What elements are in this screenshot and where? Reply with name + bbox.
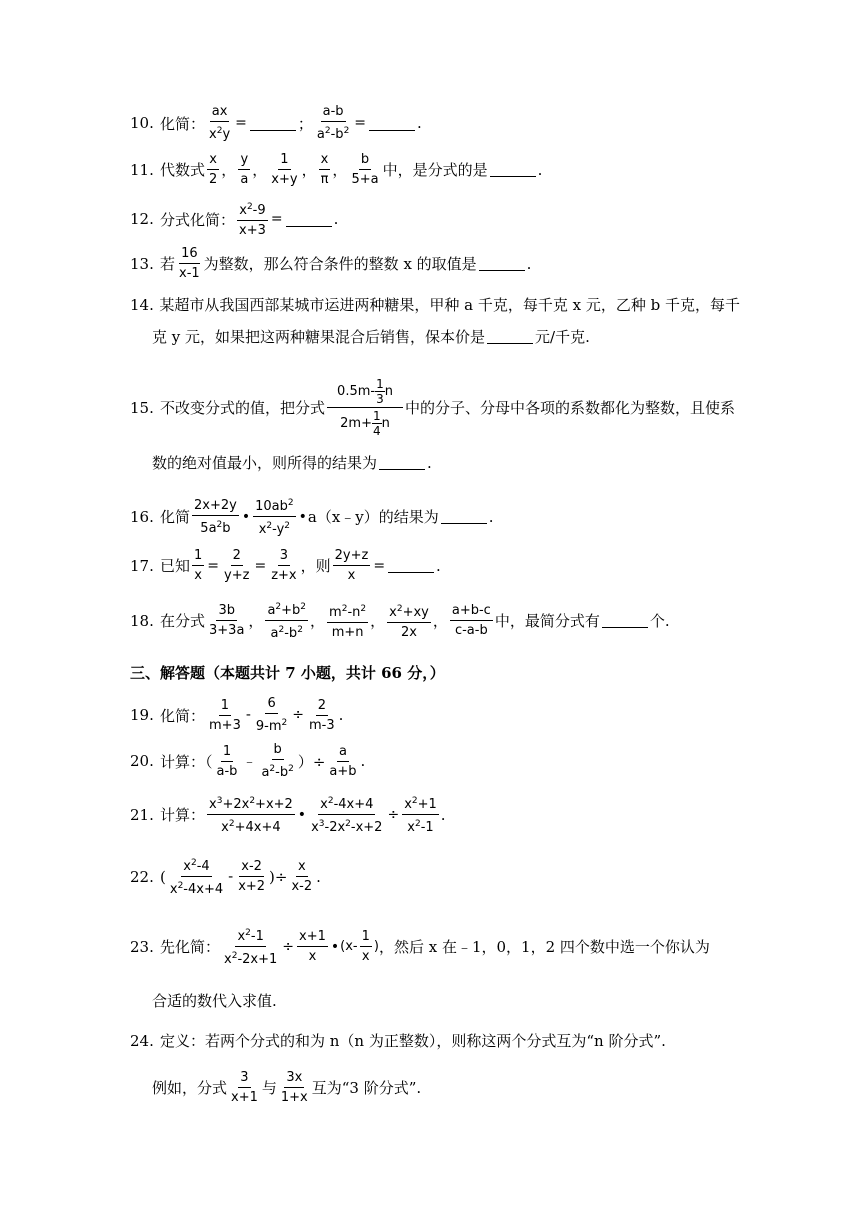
- question-text: 互为“3 阶分式”.: [311, 1079, 422, 1097]
- denominator: $a^2-b^2$: [261, 764, 294, 780]
- question-number: 23.: [130, 937, 154, 956]
- numerator: $x^2-4$: [181, 856, 211, 877]
- question-number: 18.: [130, 611, 154, 630]
- fraction: [327, 378, 403, 437]
- question-23: 23. 先化简： $\frac{x^2-1}{x^2-2x+1}$ ÷ $\frac{x+1}{x}$ • (x- $\frac{1}{x}$ ) ，然后 x 在﹣1，0，1，2 四个数中选一个你认为: [130, 928, 710, 967]
- fraction: [229, 1070, 260, 1105]
- answer-blank[interactable]: [441, 509, 487, 524]
- question-text: 例如，分式: [152, 1079, 228, 1097]
- question-text: ）÷: [297, 752, 326, 771]
- fraction: [269, 548, 298, 583]
- answer-blank[interactable]: [379, 455, 425, 470]
- denominator: x: [347, 568, 356, 583]
- numerator: b: [359, 152, 371, 170]
- denominator: $5a^2b$: [200, 519, 231, 536]
- question-number: 17.: [130, 556, 154, 575]
- numerator: 3b: [216, 603, 237, 621]
- denominator: x-2: [291, 879, 313, 894]
- question-number: 21.: [130, 805, 154, 824]
- numerator: a-b: [321, 104, 346, 122]
- numerator: $x^2+1$: [402, 794, 439, 815]
- term: (x-: [340, 939, 358, 954]
- denominator: y+z: [224, 568, 250, 583]
- numerator: $x^2-4x+4$: [318, 794, 375, 815]
- numerator: b: [272, 742, 284, 760]
- question-text: 某超市从我国西部某城市运进两种糖果，甲种 a 千克，每千克 x 元，乙种 b 千克，每千: [159, 296, 740, 314]
- denominator: 5+a: [351, 172, 379, 187]
- numerator: ax: [210, 104, 230, 122]
- denominator: 3: [376, 392, 384, 406]
- fraction: [253, 496, 296, 537]
- denominator: 2: [209, 172, 218, 187]
- fraction: [207, 603, 246, 638]
- fraction: [333, 548, 371, 583]
- question-text: 已知: [160, 557, 191, 575]
- numerator: 1: [219, 698, 231, 716]
- answer-blank[interactable]: [369, 116, 415, 131]
- term: 9-m: [255, 719, 282, 734]
- term: 2m+: [340, 416, 372, 431]
- term: 0.5m-: [337, 384, 376, 399]
- punct: .: [427, 453, 432, 472]
- punct: .: [440, 805, 446, 824]
- fraction: [207, 698, 243, 733]
- fraction: [450, 603, 493, 638]
- question-number: 12.: [130, 210, 154, 228]
- term: y: [222, 127, 231, 142]
- fraction: [207, 152, 219, 187]
- fraction: [269, 152, 299, 187]
- punct: .: [537, 160, 543, 179]
- punct: 个.: [649, 612, 670, 630]
- question-24: [130, 1030, 740, 1051]
- question-15-line2: [152, 452, 740, 473]
- punct: .: [333, 210, 339, 228]
- numerator: x: [296, 859, 308, 877]
- question-text: 计算：: [160, 806, 206, 824]
- fraction: [215, 744, 240, 779]
- numerator: $x^2-1$: [235, 926, 265, 947]
- fraction: [237, 200, 268, 238]
- question-number: 13.: [130, 254, 154, 273]
- punct: .: [316, 867, 321, 886]
- question-text: 与: [261, 1079, 277, 1097]
- numerator: y: [238, 152, 250, 170]
- denominator: x+3: [239, 223, 266, 238]
- fraction: [387, 602, 431, 640]
- fraction: [236, 859, 267, 894]
- fraction: [319, 152, 331, 187]
- denominator: π: [320, 172, 329, 187]
- fraction: [289, 859, 314, 894]
- fraction: [265, 600, 308, 641]
- term: -b: [330, 127, 344, 142]
- numerator: 1: [221, 744, 233, 762]
- denominator: x+2: [238, 879, 266, 894]
- question-text: 分式化简：: [160, 210, 236, 229]
- denominator: x: [361, 949, 370, 964]
- punct: .: [338, 706, 344, 724]
- question-text: 定义：若两个分式的和为 n（n 为正整数），则称这两个分式互为“n 阶分式”.: [160, 1032, 666, 1050]
- numerator: x+1: [297, 929, 328, 947]
- denominator: [327, 408, 403, 437]
- separator: ；: [297, 114, 313, 133]
- answer-blank[interactable]: [479, 256, 525, 271]
- denominator: a+b: [329, 763, 357, 779]
- question-text: ，然后 x 在﹣1，0，1，2 四个数中选一个你认为: [378, 938, 710, 956]
- denominator: $9-m^2$: [255, 718, 288, 734]
- answer-blank[interactable]: [602, 613, 648, 628]
- punct: .: [436, 556, 441, 575]
- fraction: [360, 929, 372, 964]
- punct: .: [417, 114, 422, 132]
- question-19: 19. 化简： $\frac{1}{m+3}$ - $\frac{6}{9-m^2}$ ÷ $\frac{2}{m-3}$ .: [130, 696, 344, 734]
- term: x: [209, 127, 217, 142]
- fraction: [327, 744, 358, 779]
- question-number: 20.: [130, 752, 154, 770]
- numerator: 1: [372, 409, 381, 423]
- question-14: [130, 294, 740, 315]
- denominator: x-1: [179, 266, 200, 281]
- question-number: 22.: [130, 867, 154, 886]
- denominator: $x^3-2x^2-x+2$: [311, 819, 383, 835]
- fraction: [168, 856, 225, 897]
- numerator: $x^3+2x^2+x+2$: [207, 794, 295, 815]
- denominator: z+x: [271, 568, 297, 583]
- fraction: [327, 602, 368, 640]
- denominator: x: [194, 568, 202, 583]
- fraction: [254, 696, 289, 734]
- question-10: 10. 化简： $\frac{ax}{x^2y}$ = ； $\frac{a-b}{a^2-b^2}$ = .: [130, 104, 422, 142]
- answer-blank[interactable]: [388, 558, 434, 573]
- denominator: $a^2-b^2$: [316, 126, 350, 142]
- numerator: $m^2-n^2$: [327, 602, 368, 623]
- denominator: m-3: [309, 717, 335, 733]
- question-16: 16. 化简 $\frac{2x+2y}{5a^2b}$ • $\frac{10ab^2}{x^2-y^2}$ • a（x﹣y）的结果为 .: [130, 497, 494, 537]
- question-text: 克 y 元，如果把这两种糖果混合后销售，保本价是: [152, 328, 486, 346]
- question-12: 12. 分式化简： $\frac{x^2-9}{x+3}$ = .: [130, 202, 339, 238]
- term: a: [316, 127, 325, 142]
- numerator: x: [207, 152, 219, 170]
- denominator: $x^2-4x+4$: [169, 881, 224, 897]
- fraction: [279, 1070, 310, 1105]
- question-11: 11. 代数式 $\frac{x}{2}$ ， $\frac{y}{a}$ ， $\frac{1}{x+y}$ ， $\frac{x}{\pi}$ ， $\frac{b}{5+a}$ 中，是分式的是 .: [130, 152, 543, 187]
- fraction: [402, 794, 439, 835]
- denominator: $x^2y$: [209, 126, 231, 142]
- question-18: 18. 在分式 $\frac{3b}{3+3a}$ ， $\frac{a^2+b^2}{a^2-b^2}$ ， $\frac{m^2-n^2}{m+n}$ ， $\frac{x^2+xy}{2x}$ ， $\frac{a+b-c}{c-a-b}$ 中，最简分式有 个.: [130, 602, 670, 641]
- numerator: 3: [238, 1070, 250, 1088]
- question-20: 20. 计算：（ $\frac{1}{a-b}$ ﹣ $\frac{b}{a^2-b^2}$ ）÷ $\frac{a}{a+b}$ .: [130, 742, 366, 780]
- numerator: 2y+z: [333, 548, 371, 566]
- denominator: $x^2+4x+4$: [221, 819, 281, 835]
- numerator: 2: [316, 698, 328, 716]
- denominator: $x^2-1$: [407, 819, 434, 835]
- question-22: 22. ( $\frac{x^2-4}{x^2-4x+4}$ - $\frac{x-2}{x+2}$ )÷ $\frac{x}{x-2}$ .: [130, 858, 321, 897]
- punct: .: [360, 752, 366, 770]
- question-text: 不改变分式的值，把分式: [160, 399, 326, 417]
- denominator: m+3: [209, 717, 241, 733]
- question-23-line2: [152, 990, 740, 1011]
- fraction: [238, 152, 250, 187]
- question-text: 先化简：: [160, 938, 221, 956]
- fraction: [192, 498, 239, 536]
- question-text: 中的分子、分母中各项的系数都化为整数，且使系: [405, 399, 736, 417]
- question-text: 计算：（: [160, 752, 213, 771]
- question-text: 数的绝对值最小，则所得的结果为: [152, 454, 378, 472]
- question-number: 24.: [130, 1031, 154, 1050]
- answer-blank[interactable]: [286, 212, 332, 227]
- denominator: $a^2-b^2$: [270, 625, 303, 641]
- denominator: 1+x: [280, 1090, 308, 1105]
- question-17: 17. 已知 $\frac{1}{x}$ = $\frac{2}{y+z}$ = $\frac{3}{z+x}$ ，则 $\frac{2y+z}{x}$ = .: [130, 548, 441, 583]
- numerator: 1: [360, 929, 372, 947]
- denominator: 2x: [401, 624, 417, 640]
- denominator: $x^2-y^2$: [258, 521, 291, 537]
- answer-blank[interactable]: [250, 116, 296, 131]
- question-text: 元/千克.: [535, 328, 590, 346]
- numerator: 2x+2y: [192, 498, 239, 516]
- punct: .: [488, 507, 494, 526]
- denominator: x+1: [231, 1090, 258, 1105]
- section-title: 三、解答题（本题共计 7 小题，共计 66 分，）: [130, 664, 445, 682]
- numerator: x: [319, 152, 331, 170]
- numerator: $a^2+b^2$: [265, 600, 308, 621]
- term: n: [384, 384, 393, 399]
- question-text: 化简：: [160, 114, 206, 133]
- question-text: )÷: [269, 867, 288, 886]
- question-number: 16.: [130, 507, 154, 526]
- numerator: $x^2-9$: [237, 200, 267, 221]
- term: -9: [252, 203, 266, 218]
- question-number: 10.: [130, 114, 154, 132]
- fraction: [177, 246, 202, 281]
- denominator: c-a-b: [454, 623, 488, 638]
- question-21: 21. 计算： $\frac{x^3+2x^2+x+2}{x^2+4x+4}$ • $\frac{x^2-4x+4}{x^3-2x^2-x+2}$ ÷ $\frac{x^2+1}{x^2-1}$ .: [130, 796, 446, 835]
- numerator: 2: [231, 548, 243, 566]
- numerator: $10ab^2$: [253, 496, 296, 517]
- question-text: 化简：: [160, 706, 206, 725]
- question-text: 中，是分式的是: [382, 161, 488, 179]
- question-text: 合适的数代入求值.: [152, 992, 277, 1010]
- denominator: 3+3a: [209, 623, 245, 638]
- fraction: [349, 152, 380, 187]
- fraction: [207, 104, 232, 142]
- fraction: [222, 548, 251, 583]
- fraction: [207, 794, 295, 835]
- question-text: 中，最简分式有: [494, 612, 600, 630]
- numerator: 6: [265, 696, 277, 714]
- numerator: $x^2+xy$: [387, 602, 431, 623]
- question-number: 15.: [130, 398, 154, 417]
- question-15: [130, 378, 740, 437]
- numerator: 3x: [284, 1070, 304, 1088]
- fraction: [222, 926, 279, 967]
- question-text: 在分式: [160, 612, 206, 630]
- fraction: [307, 698, 337, 733]
- fraction: [259, 742, 295, 780]
- numerator: [327, 378, 403, 408]
- section-heading: [130, 662, 740, 683]
- term: n: [381, 416, 390, 431]
- numerator: 1: [376, 377, 384, 391]
- numerator: a+b-c: [450, 603, 493, 621]
- question-text: 代数式: [160, 161, 206, 179]
- denominator: m+n: [331, 624, 364, 640]
- question-text: ，则: [300, 557, 331, 575]
- answer-blank[interactable]: [490, 162, 536, 177]
- fraction: [315, 104, 351, 142]
- question-13: [130, 246, 740, 281]
- denominator: a-b: [216, 763, 238, 779]
- numerator: x-2: [239, 859, 264, 877]
- question-text: 若: [160, 255, 176, 273]
- numerator: 16: [179, 246, 200, 264]
- paren: (: [160, 867, 166, 886]
- numerator: 3: [278, 548, 290, 566]
- question-number: 14.: [130, 295, 154, 314]
- question-number: 19.: [130, 706, 154, 724]
- question-text: a（x﹣y）的结果为: [307, 508, 439, 526]
- question-number: 11.: [130, 160, 154, 179]
- denominator: x: [308, 949, 317, 964]
- denominator: x+y: [271, 172, 298, 187]
- fraction: [297, 929, 328, 964]
- question-text: 为整数，那么符合条件的整数 x 的取值是: [203, 255, 477, 273]
- question-24-example: [152, 1070, 740, 1105]
- denominator: a: [240, 172, 249, 187]
- punct: .: [526, 254, 532, 273]
- denominator: $x^2-2x+1$: [224, 951, 278, 967]
- answer-blank[interactable]: [487, 329, 533, 344]
- numerator: a: [337, 744, 349, 762]
- denominator: 4: [372, 424, 381, 438]
- numerator: 1: [278, 152, 290, 170]
- fraction: [192, 548, 204, 583]
- question-text: 化简: [160, 508, 191, 526]
- question-14-line2: [152, 326, 740, 347]
- fraction: [309, 794, 384, 835]
- numerator: 1: [192, 548, 204, 566]
